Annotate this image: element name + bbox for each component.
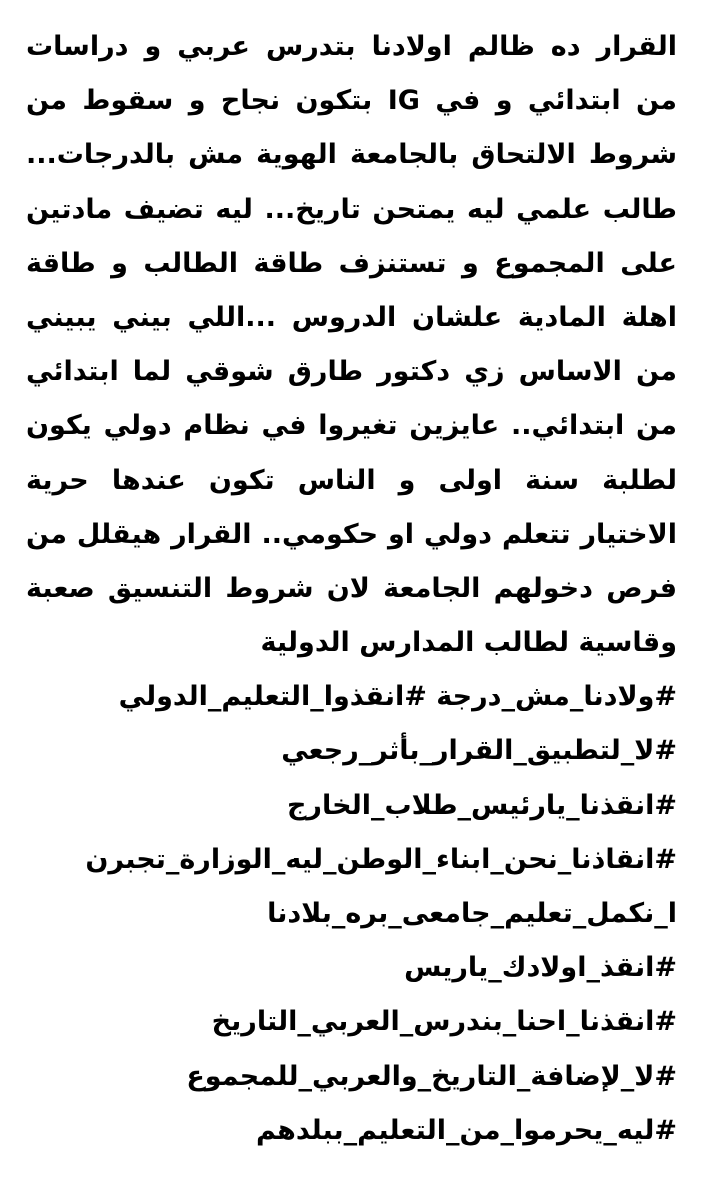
paragraph-line-3: شروط الالتحاق بالجامعة الهوية مش بالدرجات... bbox=[26, 139, 677, 171]
hashtag-line-2: #لا_لتطبيق_القرار_بأثر_رجعي bbox=[281, 735, 677, 767]
paragraph-line-5: على المجموع و تستنزف طاقة الطالب و طاقة bbox=[26, 247, 677, 279]
hashtag-line-1: #ولادنا_مش_درجة #انقذوا_التعليم_الدولي bbox=[118, 681, 677, 713]
paragraph-line-6: اهلة المادية علشان الدروس ...اللي بيني يبيني bbox=[26, 301, 677, 333]
paragraph-line-11: فرص دخولهم الجامعة لان شروط التنسيق صعبة bbox=[26, 572, 677, 604]
hashtag-line-5: ا_نكمل_تعليم_جامعى_بره_بلادنا bbox=[267, 898, 677, 929]
hashtag-line-4: #انقاذنا_نحن_ابناء_الوطن_ليه_الوزارة_تجبرن bbox=[85, 843, 677, 875]
paragraph-line-12: وقاسية لطالب المدارس الدولية bbox=[260, 627, 677, 659]
paragraph-line-1: القرار ده ظالم اولادنا بتدرس عربي و دراسات bbox=[26, 31, 677, 62]
hashtag-line-3: #انقذنا_يارئيس_طلاب_الخارج bbox=[286, 789, 677, 821]
paragraph-line-10: الاختيار تتعلم دولي او حكومي.. القرار هيقلل من bbox=[26, 518, 677, 550]
paragraph-line-4: طالب علمي ليه يمتحن تاريخ... ليه تضيف مادتين bbox=[26, 193, 677, 225]
paragraph-line-8: من ابتدائي.. عايزين تغيروا في نظام دولي يكون bbox=[26, 410, 677, 442]
hashtag-line-9: #ليه_يحرموا_من_التعليم_ببلدهم bbox=[255, 1114, 677, 1146]
hashtag-line-6: #انقذ_اولادك_ياريس bbox=[404, 952, 677, 984]
hashtag-line-7: #انقذنا_احنا_بندرس_العربي_التاريخ bbox=[211, 1006, 677, 1038]
post-text-block bbox=[26, 20, 677, 1158]
paragraph-line-7: من الاساس زي دكتور طارق شوقي لما ابتدائي bbox=[26, 356, 677, 388]
paragraph-line-2: من ابتدائي و في IG بتكون نجاح و سقوط من bbox=[26, 85, 677, 117]
hashtag-line-8: #لا_لإضافة_التاريخ_والعربي_للمجموع bbox=[186, 1060, 677, 1092]
paragraph-line-9: لطلبة سنة اولى و الناس تكون عندها حرية bbox=[26, 464, 677, 496]
